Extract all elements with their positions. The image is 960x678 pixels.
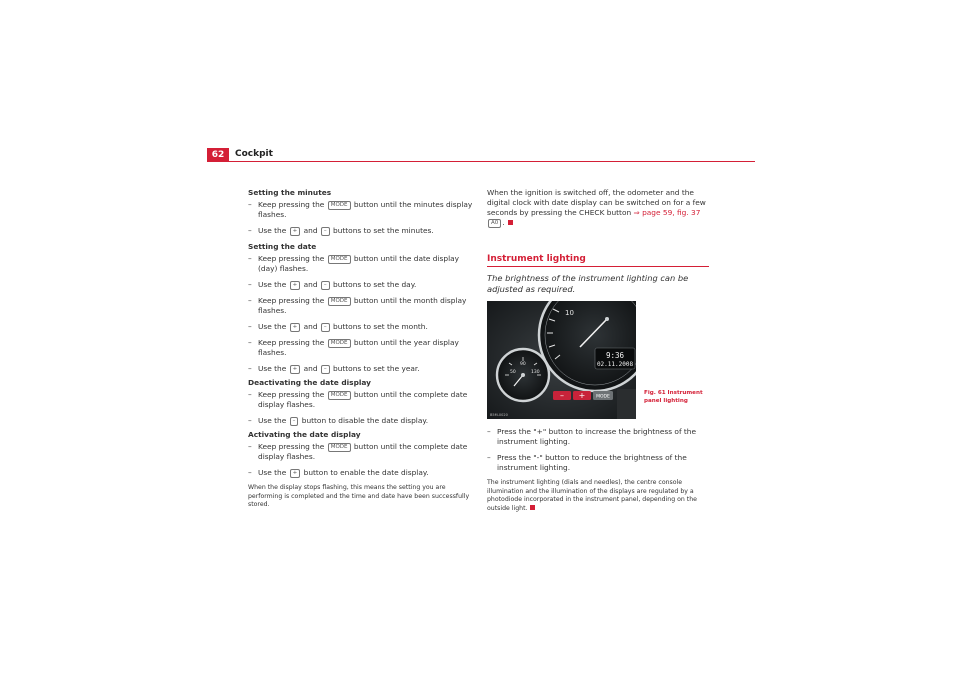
step: – Keep pressing the MODE button until the complete date display flashes.: [248, 442, 476, 462]
heading-deactivate: Deactivating the date display: [248, 378, 371, 387]
figure-minus-button: –: [560, 391, 564, 400]
figure-code: B5M-0020: [490, 413, 508, 417]
minus-key: –: [290, 417, 299, 426]
page-link[interactable]: ⇒ page 59, fig. 37: [633, 208, 701, 217]
step: – Keep pressing the MODE button until the minutes display flashes.: [248, 200, 476, 220]
heading-minutes: Setting the minutes: [248, 188, 332, 197]
minus-key: –: [321, 281, 330, 290]
mode-key: MODE: [328, 255, 351, 264]
mode-key: MODE: [328, 443, 351, 452]
end-mark: [530, 505, 535, 510]
mode-key: MODE: [328, 391, 351, 400]
step: – Keep pressing the MODE button until the month display flashes.: [248, 296, 476, 316]
figure-mode-button: MODE: [596, 394, 610, 400]
dial-label-50: 50: [510, 370, 516, 375]
clock-date: 02.11.2008: [596, 361, 634, 368]
plus-key: +: [290, 365, 301, 374]
heading-date: Setting the date: [248, 242, 317, 251]
header-rule: [207, 161, 755, 162]
mode-key: MODE: [328, 297, 351, 306]
heading-activate: Activating the date display: [248, 430, 361, 439]
plus-key: +: [290, 281, 301, 290]
section-rule: [487, 266, 709, 267]
instrument-panel-figure: [487, 301, 636, 419]
step: – Use the + and – buttons to set the day.: [248, 280, 476, 290]
clock-time: 9:36: [605, 351, 625, 360]
section-title: Cockpit: [235, 149, 273, 159]
step: – Use the + and – buttons to set the year.: [248, 364, 476, 374]
step: – Use the + and – buttons to set the month.: [248, 322, 476, 332]
section-intro: The brightness of the instrument lighting can be adjusted as required.: [487, 273, 689, 294]
note: When the display stops flashing, this means the setting you are performing is completed and the time and date have been successfully stored.: [248, 484, 470, 508]
section-heading: Instrument lighting: [487, 254, 586, 264]
mode-key: MODE: [328, 339, 351, 348]
step: – Press the "-" button to reduce the brightness of the instrument lighting.: [487, 453, 715, 473]
step: – Use the + and – buttons to set the minutes.: [248, 226, 476, 236]
paragraph: When the ignition is switched off, the odometer and the digital clock with date display can be switched on for a few seconds by pressing the CHECK button ⇒ page 59, fig. 37 A0 .: [487, 188, 706, 227]
figure-caption: Fig. 61 Instrument panel lighting: [644, 390, 703, 404]
dial-label-10: 10: [565, 309, 574, 317]
instrument-panel-image: [487, 301, 636, 419]
mode-key: MODE: [328, 201, 351, 210]
step: – Keep pressing the MODE button until the date display (day) flashes.: [248, 254, 476, 274]
step: – Use the – button to disable the date display.: [248, 416, 476, 426]
closing-paragraph: The instrument lighting (dials and needles), the centre console illumination and the illumination of the displays are regulated by a photodiode incorporated in the instrument panel, depending on the outside light.: [487, 479, 697, 512]
dial-label-90: 90: [520, 362, 526, 367]
minus-key: –: [321, 227, 330, 236]
plus-key: +: [290, 469, 301, 478]
plus-key: +: [290, 227, 301, 236]
a0-key: A0: [488, 219, 501, 228]
step: – Keep pressing the MODE button until the complete date display flashes.: [248, 390, 476, 410]
plus-key: +: [290, 323, 301, 332]
minus-key: –: [321, 365, 330, 374]
step: – Press the "+" button to increase the brightness of the instrument lighting.: [487, 427, 715, 447]
left-column: [248, 188, 476, 510]
figure-plus-button: +: [578, 391, 586, 400]
page-number: 62: [207, 148, 229, 162]
step: – Keep pressing the MODE button until the year display flashes.: [248, 338, 476, 358]
dial-label-130: 130: [531, 370, 540, 375]
step: – Use the + button to enable the date display.: [248, 468, 476, 478]
end-mark: [508, 220, 513, 225]
right-column: [487, 188, 715, 513]
minus-key: –: [321, 323, 330, 332]
